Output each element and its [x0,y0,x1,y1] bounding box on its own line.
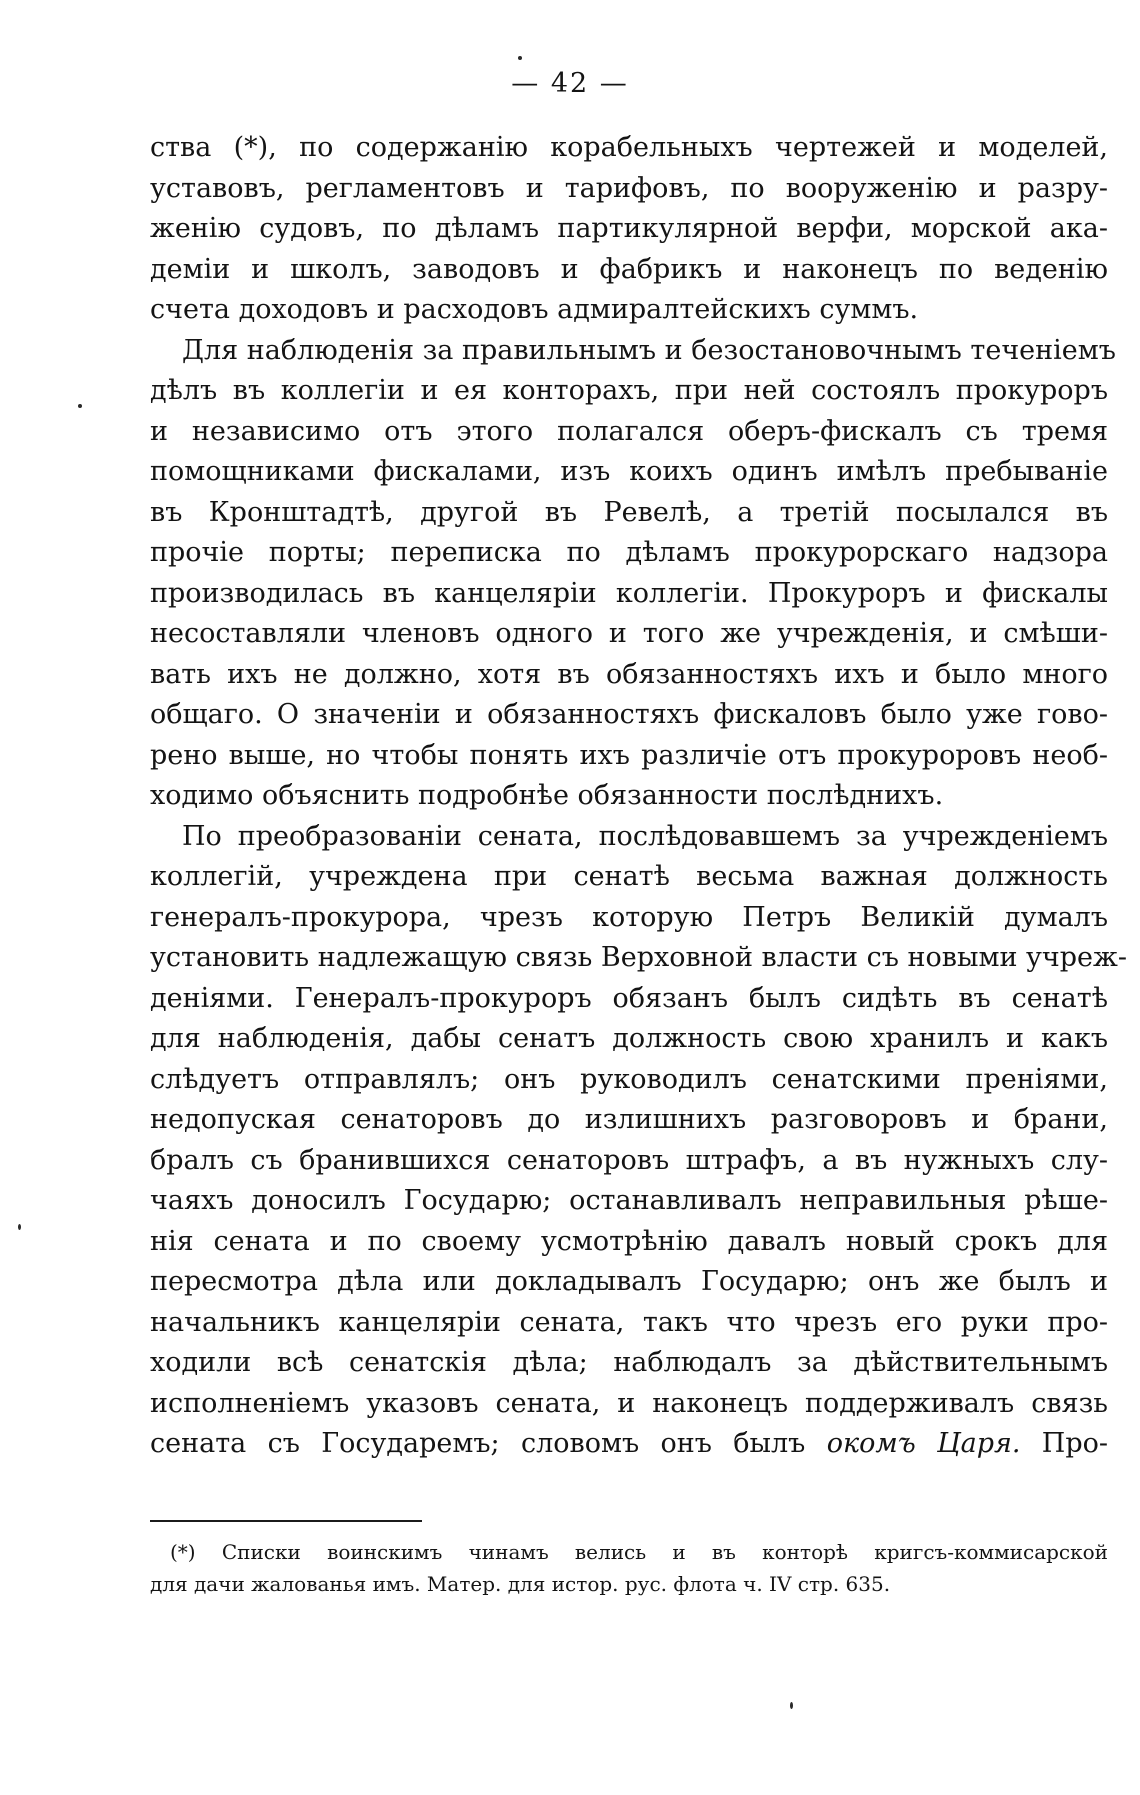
text-line: генералъ-прокурора, чрезъ которую Петръ Великій думалъ [150,901,1108,933]
text-line: для наблюденія, дабы сенатъ должность свою хранилъ и какъ [150,1023,1108,1054]
text-line: коллегій, учреждена при сенатѣ весьма важная должность [150,861,1108,892]
text-line: прочіе порты; переписка по дѣламъ прокурорскаго надзора [150,537,1108,568]
italic-phrase: окомъ Царя. [826,1428,1021,1459]
page-number: — 42 — [511,68,629,99]
scan-speck [18,1224,21,1230]
text-line: въ Кронштадтѣ, другой въ Ревелѣ, а третій посылался въ [150,496,1108,528]
text-line: вать ихъ не должно, хотя въ обязанностяхъ ихъ и было много [150,658,1108,690]
text-line: пересмотра дѣла или докладывалъ Государю; онъ же былъ и [150,1266,1108,1297]
footnote [150,1536,1108,1600]
text-line-final [150,1424,1108,1465]
text-line: и независимо отъ этого полагался оберъ-фискалъ съ тремя [150,415,1108,447]
paragraph-2 [150,331,1116,817]
paragraph-3 [150,817,1127,1465]
body-text [150,128,1127,1465]
text-line: дѣлъ въ коллегіи и ея конторахъ, при ней состоялъ прокуроръ [150,375,1108,406]
text-line: уставовъ, регламентовъ и тарифовъ, по вооруженію и разру- [150,172,1108,204]
text-line: слѣдуетъ отправлялъ; онъ руководилъ сенатскими преніями, [150,1063,1108,1095]
footnote-line: (*) Списки воинскимъ чинамъ велись и въ конторѣ кригсъ-коммисарской [170,1540,1108,1564]
text-line: установить надлежащую связь Верховной власти съ новыми учреж- [150,942,1127,973]
text-line: нія сената и по своему усмотрѣнію давалъ новый срокъ для [150,1225,1108,1257]
text-line: начальникъ канцеляріи сената, такъ что чрезъ его руки про- [150,1306,1108,1338]
text-line: деніями. Генералъ-прокуроръ обязанъ былъ сидѣть въ сенатѣ [150,982,1108,1014]
text-line: По преобразованіи сената, послѣдовавшемъ за учрежденіемъ [182,820,1108,852]
text-line: несоставляли членовъ одного и того же учрежденія, и смѣши- [150,618,1108,649]
scan-speck [518,56,522,60]
text-line: ства (*), по содержанію корабельныхъ чертежей и моделей, [150,132,1108,163]
text-line: исполненіемъ указовъ сената, и наконецъ поддерживалъ связь [150,1387,1108,1419]
text-run: Про- [1020,1428,1108,1459]
text-line: производилась въ канцеляріи коллегіи. Прокуроръ и фискалы [150,577,1108,609]
text-line: счета доходовъ и расходовъ адмиралтейскихъ суммъ. [150,294,919,325]
text-line: чаяхъ доносилъ Государю; останавливалъ неправильныя рѣше- [150,1185,1108,1216]
scan-speck [78,404,82,408]
text-line: бралъ съ бранившихся сенаторовъ штрафъ, а въ нужныхъ слу- [150,1144,1108,1176]
paragraph-1 [150,128,1108,331]
text-line: ходимо объяснить подробнѣе обязанности послѣднихъ. [150,780,944,811]
text-line: помощниками фискалами, изъ коихъ одинъ имѣлъ пребываніе [150,456,1108,487]
footnote-divider [150,1520,422,1522]
text-line: недопуская сенаторовъ до излишнихъ разговоровъ и брани, [150,1104,1108,1135]
text-line: женію судовъ, по дѣламъ партикулярной верфи, морской ака- [150,213,1108,244]
text-line: общаго. О значеніи и обязанностяхъ фискаловъ было уже гово- [150,699,1108,730]
text-run: сената съ Государемъ; словомъ онъ былъ [150,1428,827,1459]
text-line: ходили всѣ сенатскія дѣла; наблюдалъ за дѣйствительнымъ [150,1347,1108,1378]
text-line: рено выше, но чтобы понять ихъ различіе отъ прокуроровъ необ- [150,739,1108,771]
footnote-line: для дачи жалованья имъ. Матер. для истор. рус. флота ч. IV стр. 635. [150,1572,891,1596]
text-line: деміи и школъ, заводовъ и фабрикъ и наконецъ по веденію [150,253,1108,285]
text-line: Для наблюденія за правильнымъ и безостановочнымъ теченіемъ [182,334,1116,366]
scan-speck [790,1702,793,1709]
